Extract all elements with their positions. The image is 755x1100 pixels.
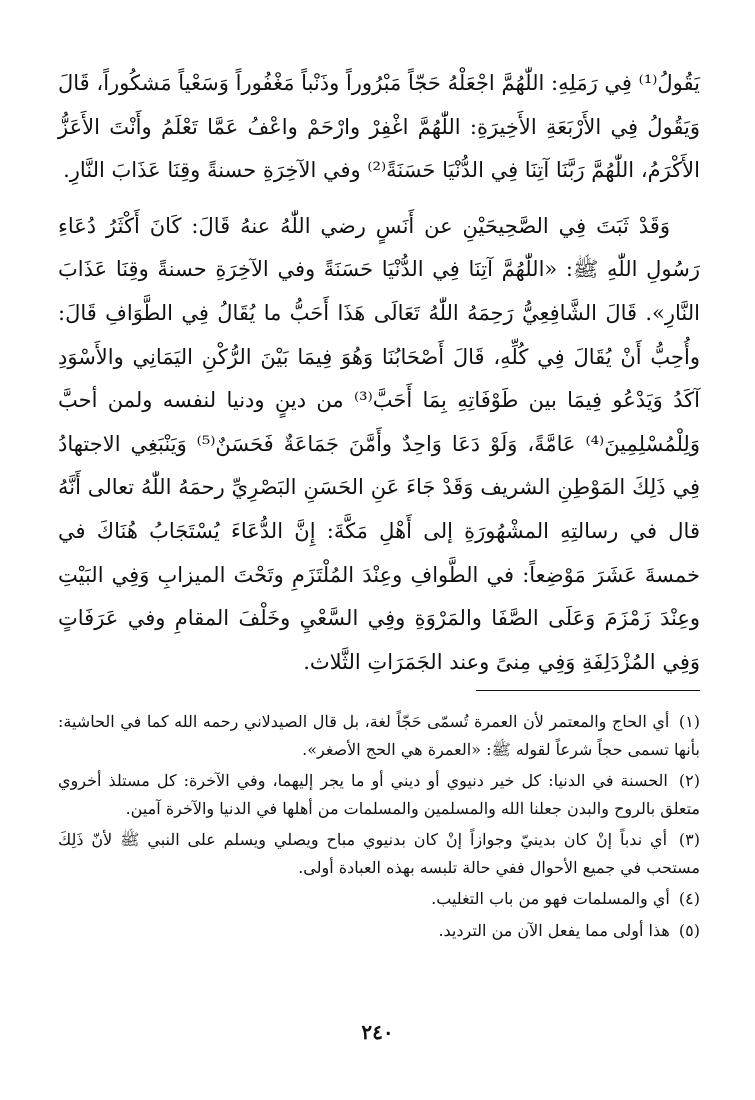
main-text [58, 62, 700, 684]
footnote-1 [58, 708, 700, 763]
footnote-number: (١) [678, 712, 700, 731]
footnote-number: (٥) [678, 920, 700, 940]
footnote-number: (٤) [678, 889, 700, 908]
footnote-text: أي الحاج والمعتمر لأن العمرة تُسمّى حَجّاً لغة، بل قال الصيدلاني رحمه الله كما في الحاشية: بأنها تسمى حجاً شرعاً لقوله ﷺ: «العمرة هي الحج الأصغر». [58, 712, 700, 759]
footnote-number: (٢) [678, 771, 701, 790]
page-number: ٢٤٠ [361, 1020, 394, 1044]
footnote-separator [476, 690, 700, 691]
footnote-4 [58, 885, 700, 913]
footnote-5 [58, 917, 700, 945]
footnote-number: (٣) [678, 830, 700, 849]
paragraph-1: يَقُولُ⁽¹⁾ فِي رَمَلِهِ: اللّٰهُمَّ اجْعَلْهُ حَجّاً مَبْرُوراً وذَنْباً مَغْفُوراً وَسَعْياً مَشكُوراً، قَالَ وَيَقُولُ فِي الأَرْبَعَةِ الأَخِيرَةِ: اللّٰهُمَّ اغْفِرْ وارْحَمْ واعْفُ عَمَّا تَعْلَمُ وأَنْتَ الأَعَزُّ الأَكْرَمُ، اللّٰهُمَّ رَبَّنَا آتِنَا فِي الدُّنْيَا حَسَنَةً⁽²⁾ وفي الآخِرَةِ حسنةً وقِنَا عَذَابَ النَّارِ. [58, 71, 700, 183]
footnote-3 [58, 826, 700, 881]
footnotes [58, 708, 700, 944]
footnote-text: الحسنة في الدنيا: كل خير دنيوي أو ديني أو ما يجر إليهما، وفي الآخرة: كل مستلذ أخروي متعلق بالروح والبدن جعلنا الله والمسلمين والمسلمات من أهلها في الدنيا والآخرة آمين. [58, 771, 700, 818]
footnote-text: أي ندباً إنْ كان بدينيّ وجوازاً إنْ كان بدنيوي مباح ويصلي ويسلم على النبي ﷺ لأنّ ذَلِكَ مستحب في جميع الأحوال ففي حالة تلبسه بهذه العبادة أولى. [58, 830, 700, 877]
footnote-text: أي والمسلمات فهو من باب التغليب. [431, 889, 670, 908]
footnote-text: هذا أولى مما يفعل الآن من الترديد. [438, 920, 670, 940]
paragraph-2: وَقَدْ ثَبَتَ فِي الصَّحِيحَيْنِ عن أَنَسٍ رضي اللّٰهُ عنهُ قَالَ: كَانَ أَكْثَرُ دُعَاءِ رَسُولِ اللّٰهِ ﷺ: «اللّٰهُمَّ آتِنَا فِي الدُّنْيَا حَسَنَةً وفي الآخِرَةِ حسنةً وقِنَا عَذَابَ النَّارِ». قَالَ الشَّافِعِيُّ رَحِمَهُ اللّٰهُ تَعَالَى هَذَا أَحَبُّ ما يُقَالُ فِي الطَّوَافِ قَالَ: وأُحِبُّ أَنْ يُقَالَ فِي كُلِّهِ، قَالَ أَصْحَابُنَا وَهُوَ فِيمَا بَيْنَ الرُّكْنِ اليَمَانِي والأَسْوَدِ آكَدُ وَيَدْعُو فِيمَا بين طَوْفَاتِهِ بِمَا أَحَبَّ⁽³⁾ من دينٍ ودنيا لنفسه ولمن أحبَّ وَلِلْمُسْلِمِينَ⁽⁴⁾ عَامَّةً، وَلَوْ دَعَا وَاحِدٌ وأَمَّنَ جَمَاعَةٌ فَحَسَنٌ⁽⁵⁾ وَيَنْبَغِي الاجتهادُ فِي ذَلِكَ المَوْطِنِ الشريف وَقَدْ جَاءَ عَنِ الحَسَنِ البَصْرِيِّ رحمَهُ اللّٰهُ تعالى أَنَّهُ قال في رسالتِهِ المشْهُورَةِ إلى أَهْلِ مَكَّةَ: إِنَّ الدُّعَاءَ يُسْتَجَابُ هُنَاكَ في خمسةَ عَشَرَ مَوْضِعاً: في الطَّوافِ وعِنْدَ المُلْتَزَمِ وتَحْتَ الميزابِ وَفِي البَيْتِ وعِنْدَ زَمْزَمَ وَعَلَى الصَّفَا والمَرْوَةِ وفِي السَّعْيِ وخَلْفَ المقامِ وفي عَرَفَاتٍ وَفِي المُزْدَلِفَةِ وَفِي مِنىً وعند الجَمَرَاتِ الثَّلاث. [58, 213, 700, 674]
footnote-2 [58, 767, 700, 822]
